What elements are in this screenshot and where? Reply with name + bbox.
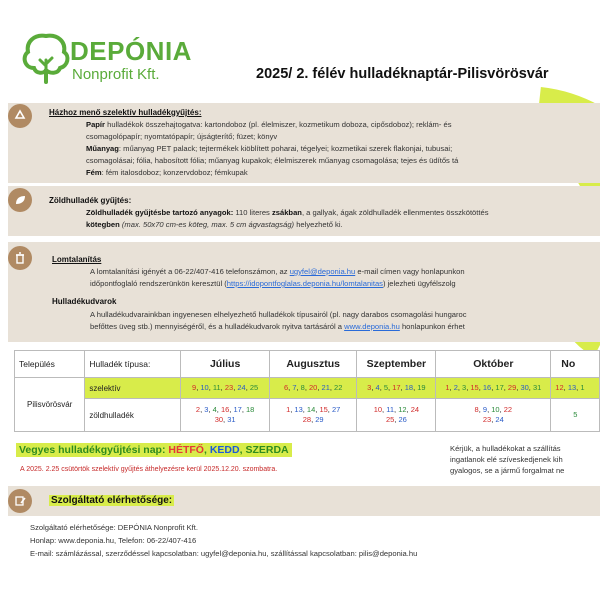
date-value: 11 bbox=[386, 405, 395, 414]
date-value: 5 bbox=[383, 383, 389, 392]
date-value: 9 bbox=[192, 383, 197, 392]
date-value: 2 bbox=[195, 405, 201, 414]
type-selective: szelektív bbox=[85, 378, 181, 399]
date-value: 2 bbox=[453, 383, 458, 392]
settlement-cell: Pilisvörösvár bbox=[15, 378, 85, 432]
date-value: 18 bbox=[245, 405, 255, 414]
selective-title: Házhoz menő szelektív hulladékgyűjtés: bbox=[49, 108, 202, 117]
sel-dates-nov: 12, 13, 1 bbox=[551, 378, 600, 399]
grn-dates-jul: 2, 3, 4, 16, 17, 18 30, 31 bbox=[181, 399, 270, 432]
date-value: 13 bbox=[294, 405, 303, 414]
date-value: 3 bbox=[367, 383, 372, 392]
date-value: 8 bbox=[474, 405, 479, 414]
date-value: 17 bbox=[233, 405, 242, 414]
plastic-line-2: csomagolásai; fólia, habosított fólia; műanyag kupakok; élelmiszerek műanyag csomagolása; tejes és üdítős tá bbox=[86, 156, 459, 165]
date-value: 3 bbox=[204, 405, 209, 414]
brand-subtitle: Nonprofit Kft. bbox=[72, 66, 160, 83]
date-value: 4 bbox=[375, 383, 380, 392]
date-value: 17 bbox=[495, 383, 504, 392]
header-month: Szeptember bbox=[357, 351, 436, 378]
sel-dates-oct: 1, 2, 3, 15, 16, 17, 29, 30, 31 bbox=[436, 378, 551, 399]
date-value: 17 bbox=[392, 383, 401, 392]
date-value: 15 bbox=[470, 383, 479, 392]
date-value: 7 bbox=[292, 383, 297, 392]
date-value: 11 bbox=[212, 383, 221, 392]
placement-note: Kérjük, a hulladékokat a szállítás ingatlanok elé szíveskedjenek kih gyalogos, se a jármű forgalmat ne bbox=[450, 444, 565, 475]
date-value: 22 bbox=[334, 383, 343, 392]
header-month: No bbox=[551, 351, 600, 378]
schedule-table bbox=[14, 350, 600, 432]
plastic-line: Műanyag: műanyag PET palack; tejtermékek kiöblített poharai, tégelyei; kozmetikai szerek flakonjai, tubusai; bbox=[86, 144, 453, 153]
date-value: 23 bbox=[482, 415, 492, 424]
grn-dates-nov: 5 bbox=[551, 399, 600, 432]
date-value: 24 bbox=[410, 405, 420, 414]
date-value: 18 bbox=[404, 383, 414, 392]
date-value: 29 bbox=[507, 383, 517, 392]
contact-line-2: Honlap: www.deponia.hu, Telefon: 06-22/407-416 bbox=[30, 536, 197, 545]
type-green: zöldhulladék bbox=[85, 399, 181, 432]
date-value: 1 bbox=[286, 405, 291, 414]
header-settlement: Település bbox=[15, 351, 85, 378]
header-month: Augusztus bbox=[269, 351, 356, 378]
date-value: 30 bbox=[520, 383, 529, 392]
reschedule-note: A 2025. 2.25 csütörtök szelektív gyűjtés áthelyezésre kerül 2025.12.20. szombatra. bbox=[20, 466, 278, 473]
date-value: 30 bbox=[214, 415, 224, 424]
date-value: 12 bbox=[555, 383, 564, 392]
leaf-icon bbox=[8, 188, 32, 212]
bulky-line-1: A lomtalanítási igényét a 06-22/407-416 telefonszámon, az ugyfel@deponia.hu e-mail címen vagy honlapunkon bbox=[90, 267, 465, 276]
green-line-1: Zöldhulladék gyűjtésbe tartozó anyagok: 110 literes zsákban, a gallyak, ágak zöldhulladék ellenmentes összkötöttés bbox=[86, 208, 489, 217]
date-value: 27 bbox=[331, 405, 341, 414]
date-value: 10 bbox=[200, 383, 209, 392]
date-value: 25 bbox=[385, 415, 395, 424]
mixed-waste-day: Vegyes hulladékgyűjtési nap: HÉTFŐ, KEDD, SZERDA bbox=[16, 443, 292, 457]
bulky-title: Lomtalanítás bbox=[52, 255, 102, 264]
contact-line-1: Szolgáltató elérhetősége: DEPÓNIA Nonprofit Kft. bbox=[30, 523, 198, 532]
grn-dates-sep: 10, 11, 12, 24 25, 26 bbox=[357, 399, 436, 432]
date-value: 10 bbox=[373, 405, 383, 414]
green-line-2: kötegben (max. 50x70 cm-es köteg, max. 5 cm ágvastagság) helyezhető ki. bbox=[86, 220, 343, 229]
date-value: 4 bbox=[212, 405, 217, 414]
yard-line-1: A hulladékudvarainkban ingyenesen elhelyezhető hulladékok típusairól (pl. nagy darabos csomagolási hungaroc bbox=[90, 310, 467, 319]
grn-dates-aug: 1, 13, 14, 15, 27 28, 29 bbox=[269, 399, 356, 432]
date-value: 24 bbox=[495, 415, 504, 424]
header-month: Október bbox=[436, 351, 551, 378]
date-value: 26 bbox=[398, 415, 407, 424]
page-title: 2025/ 2. félév hulladéknaptár-Pilisvörösvár bbox=[256, 66, 549, 82]
date-value: 10 bbox=[491, 405, 500, 414]
deponia-tree-logo bbox=[18, 30, 74, 84]
header-month: Július bbox=[181, 351, 270, 378]
date-value: 21 bbox=[321, 383, 330, 392]
bulky-line-2: időpontfoglaló rendszerünkön keresztül (https://idopontfoglalas.deponia.hu/lomtalanitas) jelezheti ügyfélszolg bbox=[90, 279, 456, 288]
date-value: 19 bbox=[417, 383, 426, 392]
date-value: 14 bbox=[306, 405, 316, 414]
yard-line-2: befőttes üveg stb.) mennyiségéről, és a hulladékudvarok nyitva tartásáról a www.deponia.hu honlapunkon érhet bbox=[90, 322, 465, 331]
website-link[interactable]: www.deponia.hu bbox=[344, 322, 400, 331]
paper-line: Papír hulladékok összehajtogatva: kartondoboz (pl. élelmiszer, kozmetikum doboza, cipősdoboz); reklám- és bbox=[86, 120, 452, 129]
email-link[interactable]: ugyfel@deponia.hu bbox=[289, 267, 356, 276]
date-value: 16 bbox=[220, 405, 230, 414]
date-value: 13 bbox=[567, 383, 577, 392]
grn-dates-oct: 8, 9, 10, 22 23, 24 bbox=[436, 399, 551, 432]
sel-dates-aug: 6, 7, 8, 20, 21, 22 bbox=[269, 378, 356, 399]
contact-line-3: E-mail: számlázással, szerződéssel kapcsolatban: ugyfel@deponia.hu, szállítással kapcsolatban: pilis@deponia.hu bbox=[30, 549, 418, 558]
date-value: 31 bbox=[227, 415, 236, 424]
date-value: 1 bbox=[580, 383, 585, 392]
date-value: 22 bbox=[503, 405, 513, 414]
date-value: 29 bbox=[315, 415, 324, 424]
date-value: 8 bbox=[300, 383, 305, 392]
edit-icon bbox=[8, 489, 32, 513]
date-value: 31 bbox=[532, 383, 542, 392]
date-value: 9 bbox=[482, 405, 488, 414]
trash-bin-icon bbox=[8, 246, 32, 270]
date-value: 24 bbox=[237, 383, 246, 392]
yard-title: Hulladékudvarok bbox=[52, 297, 117, 306]
paper-line-2: csomagolópapír; nyomtatópapír; újságterítő; füzet; könyv bbox=[86, 132, 278, 141]
date-value: 25 bbox=[249, 383, 259, 392]
header-type: Hulladék típusa: bbox=[85, 351, 181, 378]
date-value: 15 bbox=[319, 405, 328, 414]
date-value: 3 bbox=[462, 383, 467, 392]
date-value: 16 bbox=[482, 383, 492, 392]
contact-title: Szolgáltató elérhetősége: bbox=[51, 495, 173, 506]
date-value: 6 bbox=[283, 383, 289, 392]
date-value: 1 bbox=[445, 383, 450, 392]
date-value: 20 bbox=[309, 383, 318, 392]
booking-link[interactable]: https://idopontfoglalas.deponia.hu/lomtalanitas bbox=[226, 279, 383, 288]
date-value: 12 bbox=[398, 405, 407, 414]
sel-dates-sep: 3, 4, 5, 17, 18, 19 bbox=[357, 378, 436, 399]
metal-line: Fém: fém italosdoboz; konzervdoboz; fémkupak bbox=[86, 168, 248, 177]
date-value: 28 bbox=[302, 415, 312, 424]
date-value: 23 bbox=[224, 383, 234, 392]
green-title: Zöldhulladék gyűjtés: bbox=[49, 196, 132, 205]
recycle-icon bbox=[8, 104, 32, 128]
brand-name: DEPÓNIA bbox=[70, 36, 192, 66]
sel-dates-jul: 9, 10, 11, 23, 24, 25 bbox=[181, 378, 270, 399]
